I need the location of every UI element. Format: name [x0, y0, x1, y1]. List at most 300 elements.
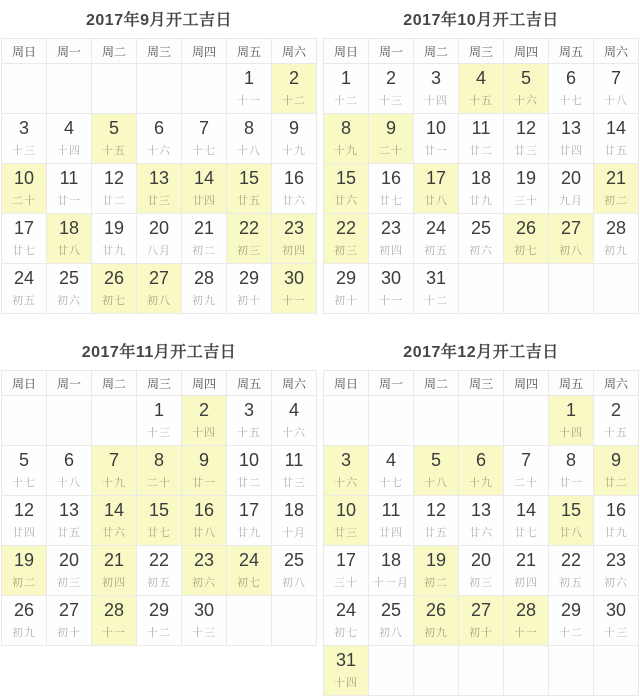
day-cell-auspicious [227, 546, 272, 596]
lunar-date-label: 廿二 [604, 476, 628, 489]
lunar-date-label: 十九 [334, 144, 358, 157]
day-number: 22 [335, 218, 357, 239]
day-cell [2, 596, 47, 646]
lunar-date-label: 初八 [559, 244, 583, 257]
weekday-header-row [2, 371, 317, 396]
lunar-date-label: 廿六 [334, 194, 358, 207]
day-cell-auspicious [92, 446, 137, 496]
lunar-date-label: 十五 [604, 426, 628, 439]
lunar-date-label: 十二 [424, 294, 448, 307]
lunar-date-label: 廿九 [237, 526, 261, 539]
day-number: 27 [560, 218, 582, 239]
lunar-date-label: 十七 [559, 94, 583, 107]
lunar-date-label: 十六 [514, 94, 538, 107]
empty-cell [594, 646, 639, 696]
lunar-date-label: 廿八 [57, 244, 81, 257]
day-cell [2, 496, 47, 546]
day-cell-auspicious [272, 214, 317, 264]
empty-cell [92, 64, 137, 114]
day-number: 4 [288, 400, 299, 421]
lunar-date-label: 廿七 [12, 244, 36, 257]
lunar-date-label: 廿五 [424, 526, 448, 539]
day-number: 28 [193, 268, 215, 289]
day-number: 21 [605, 168, 627, 189]
day-cell-auspicious [47, 214, 92, 264]
day-cell [137, 546, 182, 596]
day-number: 16 [283, 168, 305, 189]
day-cell-auspicious [549, 496, 594, 546]
day-number: 25 [58, 268, 80, 289]
day-cell-auspicious [92, 546, 137, 596]
day-number: 23 [380, 218, 402, 239]
lunar-date-label: 十四 [559, 426, 583, 439]
lunar-date-label: 初六 [469, 244, 493, 257]
day-number: 29 [238, 268, 260, 289]
lunar-date-label: 十一 [514, 626, 538, 639]
day-cell [182, 264, 227, 314]
lunar-date-label: 初二 [192, 244, 216, 257]
lunar-date-label: 廿五 [604, 144, 628, 157]
lunar-date-label: 廿一 [192, 476, 216, 489]
day-number: 19 [103, 218, 125, 239]
day-number: 25 [380, 600, 402, 621]
day-cell [2, 446, 47, 496]
week-row [324, 446, 639, 496]
day-cell-auspicious [272, 264, 317, 314]
day-cell [137, 396, 182, 446]
lunar-date-label: 十三 [604, 626, 628, 639]
day-number: 29 [335, 268, 357, 289]
day-number: 16 [193, 500, 215, 521]
day-cell [272, 496, 317, 546]
day-number: 7 [520, 450, 531, 471]
lunar-date-label: 十五 [237, 426, 261, 439]
day-number: 5 [18, 450, 29, 471]
day-cell [324, 596, 369, 646]
lunar-date-label: 廿四 [192, 194, 216, 207]
week-row [324, 396, 639, 446]
lunar-date-label: 初五 [559, 576, 583, 589]
day-number: 15 [148, 500, 170, 521]
day-number: 21 [103, 550, 125, 571]
day-cell [549, 446, 594, 496]
day-cell [414, 496, 459, 546]
lunar-date-label: 初六 [57, 294, 81, 307]
day-number: 16 [605, 500, 627, 521]
day-number: 28 [515, 600, 537, 621]
day-number: 5 [430, 450, 441, 471]
calendar-2017-12 [323, 338, 639, 696]
lunar-date-label: 廿二 [102, 194, 126, 207]
day-number: 29 [560, 600, 582, 621]
day-cell-auspicious [92, 496, 137, 546]
empty-cell [369, 396, 414, 446]
day-number: 5 [108, 118, 119, 139]
week-row [324, 546, 639, 596]
weekday-header: 周四 [182, 39, 227, 64]
empty-cell [459, 264, 504, 314]
day-number: 2 [288, 68, 299, 89]
day-number: 5 [520, 68, 531, 89]
day-number: 17 [238, 500, 260, 521]
week-row [324, 114, 639, 164]
day-cell [369, 596, 414, 646]
day-number: 18 [470, 168, 492, 189]
day-number: 16 [380, 168, 402, 189]
day-cell-auspicious [182, 446, 227, 496]
day-number: 1 [340, 68, 351, 89]
day-number: 31 [425, 268, 447, 289]
lunar-date-label: 十四 [424, 94, 448, 107]
day-number: 19 [515, 168, 537, 189]
empty-cell [369, 646, 414, 696]
lunar-date-label: 初三 [57, 576, 81, 589]
week-row [2, 496, 317, 546]
weekday-header: 周日 [2, 371, 47, 396]
calendar-title-september: 2017年9月开工吉日 [86, 12, 232, 29]
lunar-date-label: 廿六 [469, 526, 493, 539]
day-cell [227, 264, 272, 314]
weekday-header: 周六 [594, 39, 639, 64]
day-number: 26 [103, 268, 125, 289]
day-number: 3 [243, 400, 254, 421]
lunar-date-label: 二十 [379, 144, 403, 157]
weekday-header: 周日 [324, 371, 369, 396]
day-number: 7 [198, 118, 209, 139]
weekday-header: 周一 [369, 371, 414, 396]
day-cell [182, 114, 227, 164]
lunar-date-label: 廿八 [424, 194, 448, 207]
empty-cell [137, 64, 182, 114]
day-number: 21 [193, 218, 215, 239]
lunar-date-label: 十九 [469, 476, 493, 489]
calendar-table-september [1, 38, 317, 314]
day-cell-auspicious [182, 546, 227, 596]
lunar-date-label: 廿六 [282, 194, 306, 207]
day-cell [227, 64, 272, 114]
week-row [324, 214, 639, 264]
day-number: 9 [198, 450, 209, 471]
day-cell-auspicious [414, 596, 459, 646]
day-cell [459, 164, 504, 214]
day-number: 8 [565, 450, 576, 471]
day-number: 12 [515, 118, 537, 139]
day-cell-auspicious [504, 214, 549, 264]
day-cell-auspicious [272, 64, 317, 114]
weekday-header-row [2, 39, 317, 64]
calendar-title-december: 2017年12月开工吉日 [403, 344, 559, 361]
lunar-date-label: 二十 [12, 194, 36, 207]
day-cell-auspicious [2, 164, 47, 214]
day-number: 1 [153, 400, 164, 421]
day-cell-auspicious [324, 446, 369, 496]
weekday-header-row [324, 371, 639, 396]
lunar-date-label: 初四 [514, 576, 538, 589]
lunar-date-label: 廿四 [379, 526, 403, 539]
day-cell-auspicious [324, 214, 369, 264]
weekday-header: 周日 [324, 39, 369, 64]
lunar-date-label: 廿三 [514, 144, 538, 157]
weekday-header: 周三 [137, 371, 182, 396]
day-cell-auspicious [137, 164, 182, 214]
day-cell [182, 214, 227, 264]
week-row [324, 646, 639, 696]
weekday-header: 周五 [549, 371, 594, 396]
day-cell-auspicious [324, 496, 369, 546]
day-cell [272, 164, 317, 214]
lunar-date-label: 廿九 [102, 244, 126, 257]
lunar-date-label: 十六 [282, 426, 306, 439]
lunar-date-label: 初七 [237, 576, 261, 589]
weekday-header: 周日 [2, 39, 47, 64]
day-cell [594, 214, 639, 264]
day-number: 3 [18, 118, 29, 139]
day-cell [594, 496, 639, 546]
day-number: 18 [58, 218, 80, 239]
day-number: 24 [335, 600, 357, 621]
lunar-date-label: 廿七 [514, 526, 538, 539]
day-number: 31 [335, 650, 357, 671]
day-number: 22 [238, 218, 260, 239]
lunar-date-label: 十一 [237, 94, 261, 107]
week-row [2, 264, 317, 314]
day-number: 8 [340, 118, 351, 139]
lunar-date-label: 廿三 [282, 476, 306, 489]
empty-cell [182, 64, 227, 114]
lunar-date-label: 三十 [334, 576, 358, 589]
lunar-date-label: 十四 [334, 676, 358, 689]
empty-cell [459, 396, 504, 446]
lunar-date-label: 十三 [379, 94, 403, 107]
day-number: 13 [148, 168, 170, 189]
day-number: 18 [380, 550, 402, 571]
empty-cell [414, 646, 459, 696]
lunar-date-label: 十六 [147, 144, 171, 157]
lunar-date-label: 初六 [192, 576, 216, 589]
day-cell [227, 114, 272, 164]
day-cell [504, 164, 549, 214]
weekday-header: 周四 [504, 39, 549, 64]
lunar-date-label: 十二 [147, 626, 171, 639]
day-cell [272, 446, 317, 496]
empty-cell [47, 396, 92, 446]
week-row [324, 496, 639, 546]
day-number: 15 [560, 500, 582, 521]
weekday-header: 周三 [459, 371, 504, 396]
weekday-header: 周四 [182, 371, 227, 396]
week-row [2, 396, 317, 446]
day-cell-auspicious [137, 446, 182, 496]
lunar-date-label: 十七 [12, 476, 36, 489]
calendar-table-october [323, 38, 639, 314]
lunar-date-label: 廿四 [12, 526, 36, 539]
empty-cell [504, 396, 549, 446]
lunar-date-label: 十二 [282, 94, 306, 107]
day-cell [272, 114, 317, 164]
lunar-date-label: 十三 [12, 144, 36, 157]
empty-cell [594, 264, 639, 314]
day-number: 13 [560, 118, 582, 139]
day-cell [549, 164, 594, 214]
day-number: 20 [58, 550, 80, 571]
lunar-date-label: 十九 [282, 144, 306, 157]
calendar-title-november: 2017年11月开工吉日 [81, 344, 237, 361]
day-cell [2, 264, 47, 314]
day-number: 6 [565, 68, 576, 89]
lunar-date-label: 十二 [559, 626, 583, 639]
day-number: 21 [515, 550, 537, 571]
day-number: 10 [425, 118, 447, 139]
lunar-date-label: 初十 [237, 294, 261, 307]
day-cell [272, 546, 317, 596]
day-cell-auspicious [459, 446, 504, 496]
lunar-date-label: 初八 [147, 294, 171, 307]
day-cell [459, 496, 504, 546]
day-number: 27 [470, 600, 492, 621]
lunar-date-label: 廿二 [237, 476, 261, 489]
day-cell [137, 114, 182, 164]
day-number: 30 [283, 268, 305, 289]
calendar-table-november [1, 370, 317, 646]
day-cell [227, 396, 272, 446]
day-cell-auspicious [594, 164, 639, 214]
day-number: 25 [283, 550, 305, 571]
day-number: 23 [193, 550, 215, 571]
day-number: 30 [193, 600, 215, 621]
day-cell-auspicious [369, 114, 414, 164]
weekday-header: 周一 [47, 39, 92, 64]
empty-cell [2, 396, 47, 446]
day-cell-auspicious [414, 446, 459, 496]
day-number: 14 [103, 500, 125, 521]
day-cell [369, 496, 414, 546]
day-cell-auspicious [137, 264, 182, 314]
day-cell-auspicious [549, 396, 594, 446]
day-number: 22 [148, 550, 170, 571]
weekday-header: 周二 [92, 371, 137, 396]
lunar-date-label: 廿五 [237, 194, 261, 207]
day-number: 13 [470, 500, 492, 521]
day-cell-auspicious [182, 164, 227, 214]
lunar-date-label: 初二 [424, 576, 448, 589]
day-number: 15 [335, 168, 357, 189]
day-cell [594, 396, 639, 446]
day-cell [47, 446, 92, 496]
day-number: 27 [148, 268, 170, 289]
day-cell [92, 214, 137, 264]
lunar-date-label: 初三 [237, 244, 261, 257]
day-cell [504, 446, 549, 496]
lunar-date-label: 初十 [469, 626, 493, 639]
day-cell [47, 546, 92, 596]
lunar-date-label: 廿六 [102, 526, 126, 539]
lunar-date-label: 十一 [102, 626, 126, 639]
lunar-date-label: 初四 [379, 244, 403, 257]
weekday-header: 周三 [459, 39, 504, 64]
calendar-title-october: 2017年10月开工吉日 [403, 12, 559, 29]
day-number: 10 [335, 500, 357, 521]
lunar-date-label: 初七 [514, 244, 538, 257]
day-number: 14 [605, 118, 627, 139]
day-number: 11 [59, 168, 79, 189]
week-row [2, 446, 317, 496]
day-cell-auspicious [504, 596, 549, 646]
lunar-date-label: 廿一 [57, 194, 81, 207]
week-row [2, 114, 317, 164]
day-number: 7 [108, 450, 119, 471]
lunar-date-label: 十五 [102, 144, 126, 157]
day-number: 14 [193, 168, 215, 189]
day-cell [137, 596, 182, 646]
lunar-date-label: 十三 [147, 426, 171, 439]
weekday-header: 周五 [227, 39, 272, 64]
weekday-header: 周二 [414, 39, 459, 64]
lunar-date-label: 廿八 [192, 526, 216, 539]
week-row [2, 64, 317, 114]
lunar-date-label: 三十 [514, 194, 538, 207]
lunar-date-label: 廿一 [424, 144, 448, 157]
day-number: 13 [58, 500, 80, 521]
week-row [2, 164, 317, 214]
day-number: 12 [13, 500, 35, 521]
lunar-date-label: 初七 [102, 294, 126, 307]
day-number: 17 [425, 168, 447, 189]
day-number: 10 [13, 168, 35, 189]
day-number: 25 [470, 218, 492, 239]
day-cell-auspicious [182, 396, 227, 446]
day-cell-auspicious [227, 164, 272, 214]
lunar-date-label: 十一 [379, 294, 403, 307]
day-number: 24 [425, 218, 447, 239]
day-cell-auspicious [504, 64, 549, 114]
day-number: 15 [238, 168, 260, 189]
empty-cell [2, 64, 47, 114]
lunar-date-label: 十八 [424, 476, 448, 489]
lunar-date-label: 八月 [147, 244, 171, 257]
day-cell [47, 496, 92, 546]
lunar-date-label: 十三 [192, 626, 216, 639]
week-row [2, 546, 317, 596]
lunar-date-label: 廿七 [379, 194, 403, 207]
day-cell [2, 114, 47, 164]
weekday-header: 周五 [549, 39, 594, 64]
lunar-date-label: 十四 [57, 144, 81, 157]
day-cell [47, 596, 92, 646]
lunar-date-label: 初五 [424, 244, 448, 257]
day-number: 6 [153, 118, 164, 139]
day-cell [504, 546, 549, 596]
lunar-date-label: 二十 [514, 476, 538, 489]
day-number: 23 [283, 218, 305, 239]
lunar-date-label: 初八 [379, 626, 403, 639]
day-number: 9 [385, 118, 396, 139]
empty-cell [272, 596, 317, 646]
weekday-header: 周二 [92, 39, 137, 64]
day-number: 30 [605, 600, 627, 621]
weekday-header: 周六 [272, 371, 317, 396]
day-cell-auspicious [137, 496, 182, 546]
day-cell [594, 596, 639, 646]
day-cell [227, 496, 272, 546]
day-number: 19 [13, 550, 35, 571]
calendar-table-december [323, 370, 639, 696]
day-cell [324, 64, 369, 114]
day-cell [549, 114, 594, 164]
day-cell [369, 264, 414, 314]
day-cell [414, 214, 459, 264]
day-cell [2, 214, 47, 264]
day-cell-auspicious [92, 596, 137, 646]
